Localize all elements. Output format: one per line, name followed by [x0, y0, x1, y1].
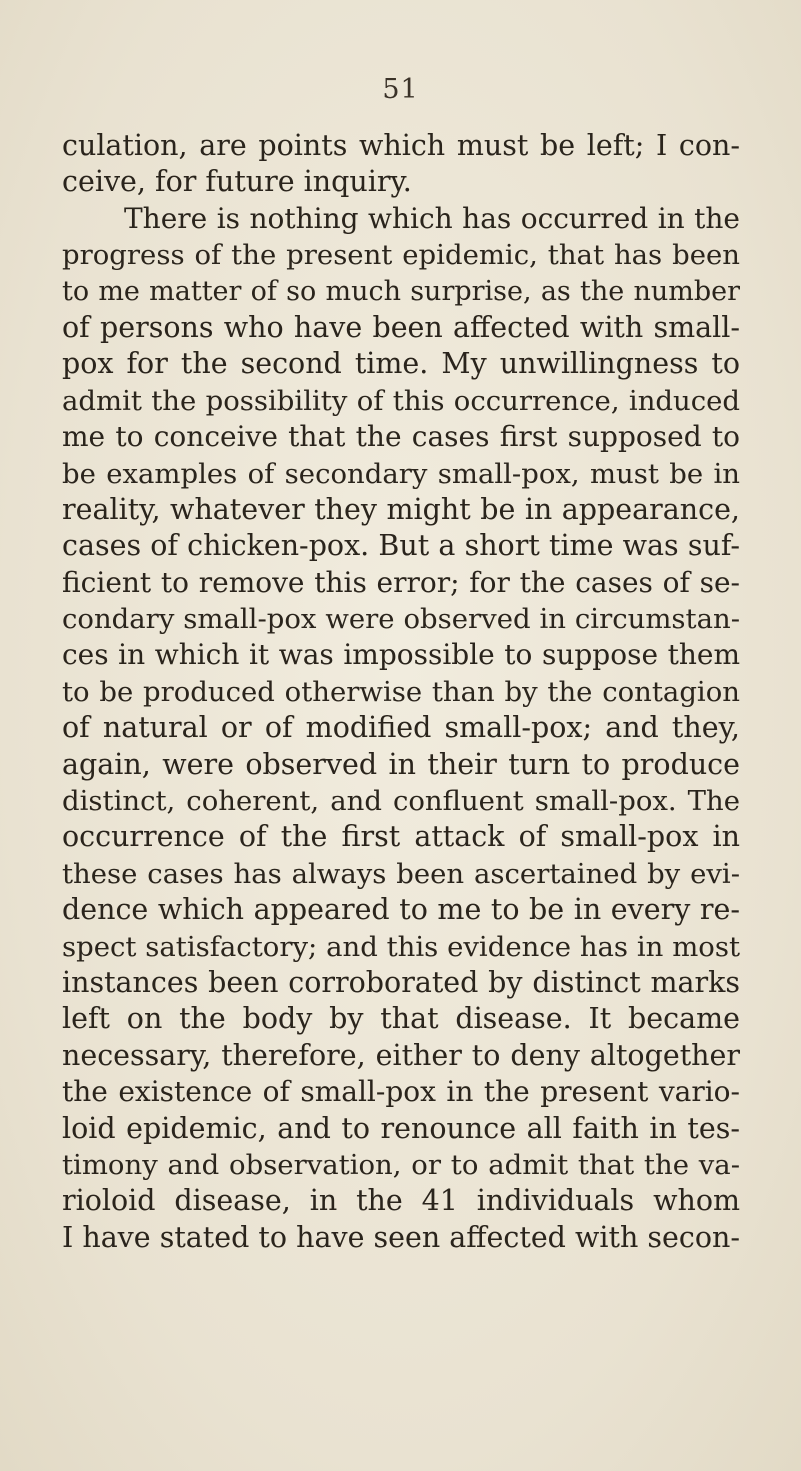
text-line-8: admit the possibility of this occurrence, induced	[62, 384, 740, 417]
text-line-15: ces in which it was impossible to suppose them	[62, 638, 740, 672]
text-line-22: dence which appeared to me to be in every re-	[62, 893, 740, 927]
text-line-31: I have stated to have seen affected with secon-	[62, 1220, 740, 1254]
text-line-12: cases of chicken-pox. But a short time was suf-	[62, 529, 740, 563]
text-line-14: condary small-pox were observed in circumstan-	[62, 603, 740, 636]
text-line-7: pox for the second time. My unwillingness to	[62, 347, 740, 381]
text-line-6: of persons who have been affected with small-	[62, 310, 740, 344]
text-line-28: loid epidemic, and to renounce all faith in tes-	[62, 1111, 740, 1145]
text-line-21: these cases has always been ascertained by evi-	[62, 857, 740, 890]
text-line-30: rioloid disease, in the 41 individuals whom	[62, 1184, 740, 1218]
text-line-5: to me matter of so much surprise, as the number	[62, 275, 740, 307]
text-line-16: to be produced otherwise than by the contagion	[62, 675, 740, 708]
text-line-29: timony and observation, or to admit that the va-	[62, 1148, 740, 1181]
text-line-23: spect satisfactory; and this evidence has in most	[62, 930, 740, 963]
text-line-26: necessary, therefore, either to deny altogether	[62, 1038, 740, 1072]
text-line-11: reality, whatever they might be in appearance,	[62, 492, 740, 526]
body-text	[62, 128, 740, 1256]
text-line-1: culation, are points which must be left; I con-	[62, 129, 740, 162]
text-line-10: be examples of secondary small-pox, must be in	[62, 457, 740, 490]
text-line-3: There is nothing which has occurred in the	[124, 201, 740, 235]
text-line-25: left on the body by that disease. It became	[62, 1002, 740, 1036]
page-number: 51	[382, 74, 419, 105]
text-line-18: again, were observed in their turn to produce	[62, 747, 740, 781]
text-line-4: progress of the present epidemic, that has been	[62, 239, 740, 272]
text-line-19: distinct, coherent, and confluent small-pox. The	[62, 785, 740, 818]
text-line-9: me to conceive that the cases first supposed to	[62, 420, 740, 454]
text-line-20: occurrence of the first attack of small-pox in	[62, 820, 740, 854]
text-line-24: instances been corroborated by distinct marks	[62, 965, 740, 999]
text-line-13: ficient to remove this error; for the cases of se-	[62, 565, 740, 599]
text-line-2: ceive, for future inquiry.	[62, 165, 412, 199]
text-line-17: of natural or of modified small-pox; and they,	[62, 711, 740, 745]
text-line-27: the existence of small-pox in the present vario-	[62, 1075, 740, 1109]
